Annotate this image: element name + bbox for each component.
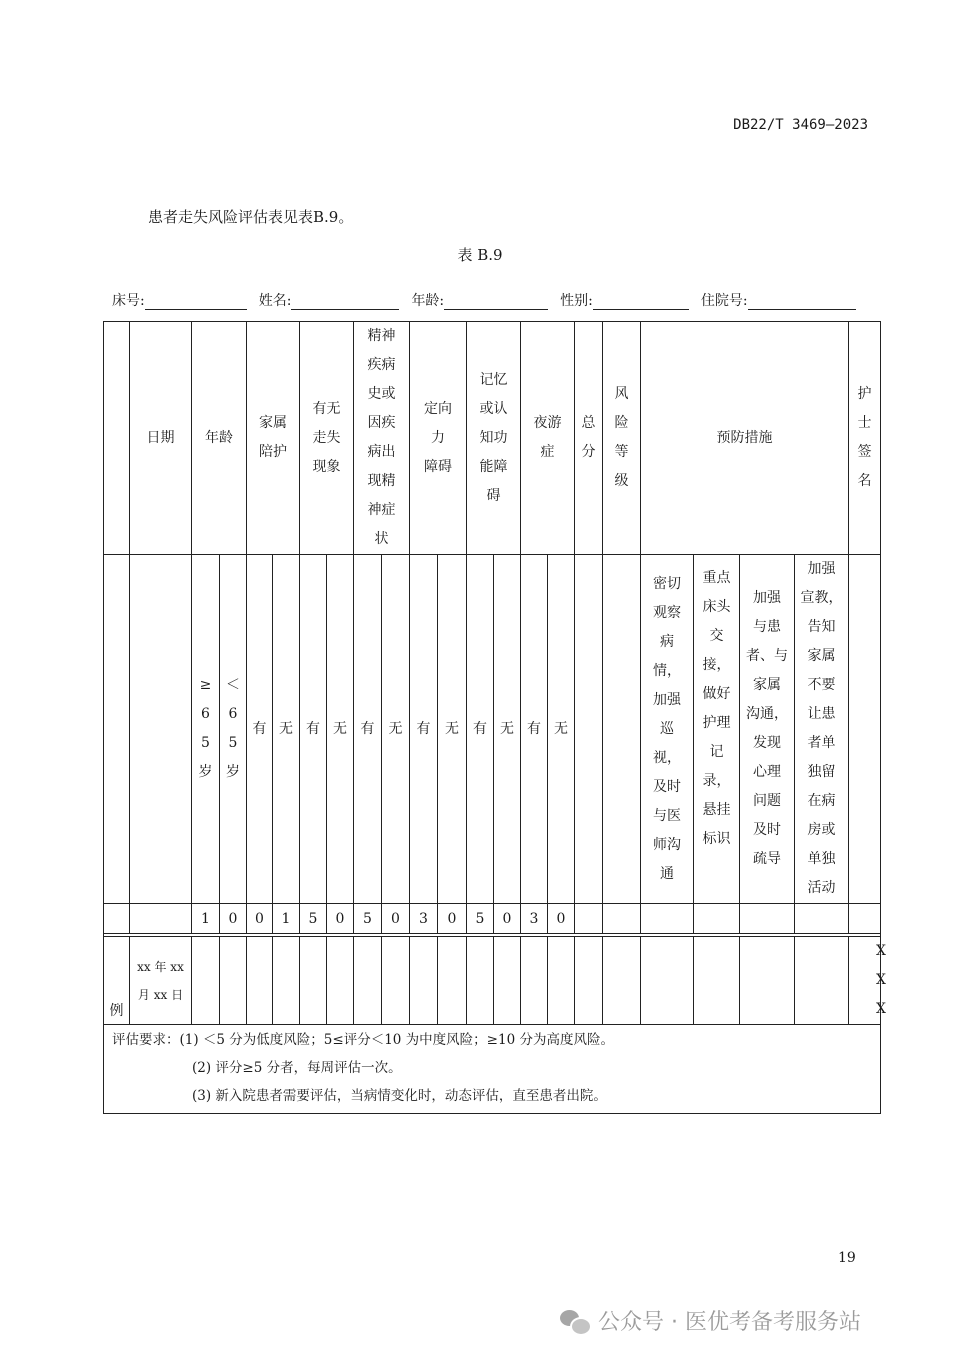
entry-cell[interactable] bbox=[300, 937, 327, 1025]
no-cell: 无 bbox=[273, 555, 300, 904]
entry-cell[interactable] bbox=[467, 937, 494, 1025]
admission-no-input-line[interactable] bbox=[748, 293, 856, 310]
orientation-header: 定向 力 障碍 bbox=[410, 322, 467, 555]
blank-cell bbox=[575, 904, 603, 934]
yes-cell: 有 bbox=[521, 555, 548, 904]
score-cell: 0 bbox=[247, 904, 273, 934]
yes-cell: 有 bbox=[300, 555, 327, 904]
score-cell: 0 bbox=[382, 904, 410, 934]
bed-label: 床号: bbox=[112, 293, 145, 309]
entry-cell[interactable] bbox=[273, 937, 300, 1025]
score-cell: 3 bbox=[521, 904, 548, 934]
example-row: 例 xx 年 xx 月 xx 日 X X X bbox=[104, 937, 881, 1025]
wechat-icon bbox=[560, 1308, 590, 1334]
no-cell: 无 bbox=[494, 555, 521, 904]
entry-cell[interactable] bbox=[548, 937, 575, 1025]
blank-cell bbox=[130, 555, 192, 904]
yes-cell: 有 bbox=[247, 555, 273, 904]
entry-cell[interactable] bbox=[382, 937, 410, 1025]
measure-observe-cell: 密切 观察 病 情， 加强 巡 视， 及时 与医 师沟 通 bbox=[641, 555, 694, 904]
entry-cell[interactable] bbox=[740, 937, 795, 1025]
note-line-1: 评估要求：(1) ＜5 分为低度风险；5≤评分＜10 为中度风险；≥10 分为高度风险。 bbox=[112, 1032, 614, 1048]
entry-cell[interactable] bbox=[192, 937, 220, 1025]
no-cell: 无 bbox=[438, 555, 467, 904]
note-line-3: (3) 新入院患者需要评估，当病情变化时，动态评估，直至患者出院。 bbox=[192, 1088, 607, 1104]
page-number: 19 bbox=[838, 1250, 856, 1266]
measure-handover-cell: 重点 床头 交 接， 做好 护理 记 录， 悬挂 标识 bbox=[694, 555, 740, 904]
measure-education-cell: 加强 宣教， 告知 家属 不要 让患 者单 独留 在病 房或 单独 活动 bbox=[795, 555, 849, 904]
age-input-line[interactable] bbox=[444, 293, 548, 310]
example-date-line2: 月 xx 日 bbox=[137, 987, 184, 1002]
blank-cell bbox=[795, 904, 849, 934]
blank-cell bbox=[641, 904, 694, 934]
score-cell: 0 bbox=[327, 904, 354, 934]
score-cell: 0 bbox=[494, 904, 521, 934]
age-lt-65-cell: ＜ 6 5 岁 bbox=[220, 555, 247, 904]
blank-header-cell bbox=[104, 322, 130, 555]
entry-cell[interactable] bbox=[521, 937, 548, 1025]
date-header: 日期 bbox=[130, 322, 192, 555]
intro-text: 患者走失风险评估表见表B.9。 bbox=[148, 208, 354, 226]
no-cell: 无 bbox=[548, 555, 575, 904]
admission-no-label: 住院号: bbox=[700, 293, 748, 309]
blank-cell bbox=[694, 904, 740, 934]
entry-cell[interactable] bbox=[247, 937, 273, 1025]
score-row bbox=[104, 904, 881, 934]
blank-cell bbox=[104, 555, 130, 904]
watermark-text: 公众号 · 医优考备考服务站 bbox=[598, 1310, 861, 1335]
entry-cell[interactable] bbox=[575, 937, 603, 1025]
name-input-line[interactable] bbox=[291, 293, 399, 310]
table-title: 表 B.9 bbox=[457, 246, 503, 264]
score-cell: 0 bbox=[548, 904, 575, 934]
entry-cell[interactable] bbox=[220, 937, 247, 1025]
watermark bbox=[560, 1305, 861, 1336]
sex-input-line[interactable] bbox=[593, 293, 689, 310]
blank-cell bbox=[849, 904, 881, 934]
yes-cell: 有 bbox=[410, 555, 438, 904]
entry-cell[interactable] bbox=[494, 937, 521, 1025]
score-cell: 0 bbox=[438, 904, 467, 934]
score-cell: 1 bbox=[273, 904, 300, 934]
sex-label: 性别: bbox=[560, 293, 593, 309]
lost-history-header: 有无 走失 现象 bbox=[300, 322, 354, 555]
risk-assessment-table bbox=[103, 321, 886, 1114]
score-cell: 5 bbox=[354, 904, 382, 934]
name-label: 姓名: bbox=[258, 293, 292, 309]
mental-illness-header: 精神 疾病 史或 因疾 病出 现精 神症 状 bbox=[354, 322, 410, 555]
entry-cell[interactable] bbox=[354, 937, 382, 1025]
subheader-row bbox=[104, 555, 881, 904]
score-cell: 3 bbox=[410, 904, 438, 934]
blank-cell bbox=[104, 904, 130, 934]
header-row bbox=[104, 322, 881, 555]
blank-cell bbox=[130, 904, 192, 934]
entry-cell[interactable] bbox=[694, 937, 740, 1025]
score-cell: 1 bbox=[192, 904, 220, 934]
yes-cell: 有 bbox=[354, 555, 382, 904]
family-escort-header: 家属 陪护 bbox=[247, 322, 300, 555]
yes-cell: 有 bbox=[467, 555, 494, 904]
age-label: 年龄: bbox=[411, 293, 445, 309]
blank-cell bbox=[849, 555, 881, 904]
assessment-notes bbox=[104, 1025, 881, 1114]
blank-cell bbox=[603, 904, 641, 934]
risk-level-header: 风 险 等 级 bbox=[603, 322, 641, 555]
bed-input-line[interactable] bbox=[145, 293, 247, 310]
entry-cell[interactable] bbox=[327, 937, 354, 1025]
notes-row bbox=[104, 1025, 881, 1114]
example-date-line1: xx 年 xx bbox=[137, 959, 184, 974]
entry-cell[interactable] bbox=[641, 937, 694, 1025]
entry-cell[interactable] bbox=[410, 937, 438, 1025]
entry-cell[interactable] bbox=[795, 937, 849, 1025]
example-date-cell bbox=[130, 937, 192, 1025]
total-score-header: 总 分 bbox=[575, 322, 603, 555]
document-code: DB22/T 3469—2023 bbox=[733, 117, 868, 133]
example-label: 例 bbox=[104, 937, 130, 1025]
age-ge-65-cell: ≥ 6 5 岁 bbox=[192, 555, 220, 904]
blank-cell bbox=[575, 555, 603, 904]
score-cell: 5 bbox=[467, 904, 494, 934]
no-cell: 无 bbox=[382, 555, 410, 904]
sleepwalking-header: 夜游 症 bbox=[521, 322, 575, 555]
score-cell: 5 bbox=[300, 904, 327, 934]
blank-cell bbox=[740, 904, 795, 934]
no-cell: 无 bbox=[327, 555, 354, 904]
memory-header: 记忆 或认 知功 能障 碍 bbox=[467, 322, 521, 555]
note-line-2: (2) 评分≥5 分者，每周评估一次。 bbox=[192, 1060, 402, 1076]
nurse-signature-header: 护 士 签 名 bbox=[849, 322, 881, 555]
age-header: 年龄 bbox=[192, 322, 247, 555]
entry-cell[interactable] bbox=[438, 937, 467, 1025]
patient-info-fields bbox=[112, 290, 880, 310]
measure-communicate-cell: 加强 与患 者、与 家属 沟通， 发现 心理 问题 及时 疏导 bbox=[740, 555, 795, 904]
blank-cell bbox=[603, 555, 641, 904]
score-cell: 0 bbox=[220, 904, 247, 934]
entry-cell[interactable] bbox=[603, 937, 641, 1025]
preventive-measures-header: 预防措施 bbox=[641, 322, 849, 555]
